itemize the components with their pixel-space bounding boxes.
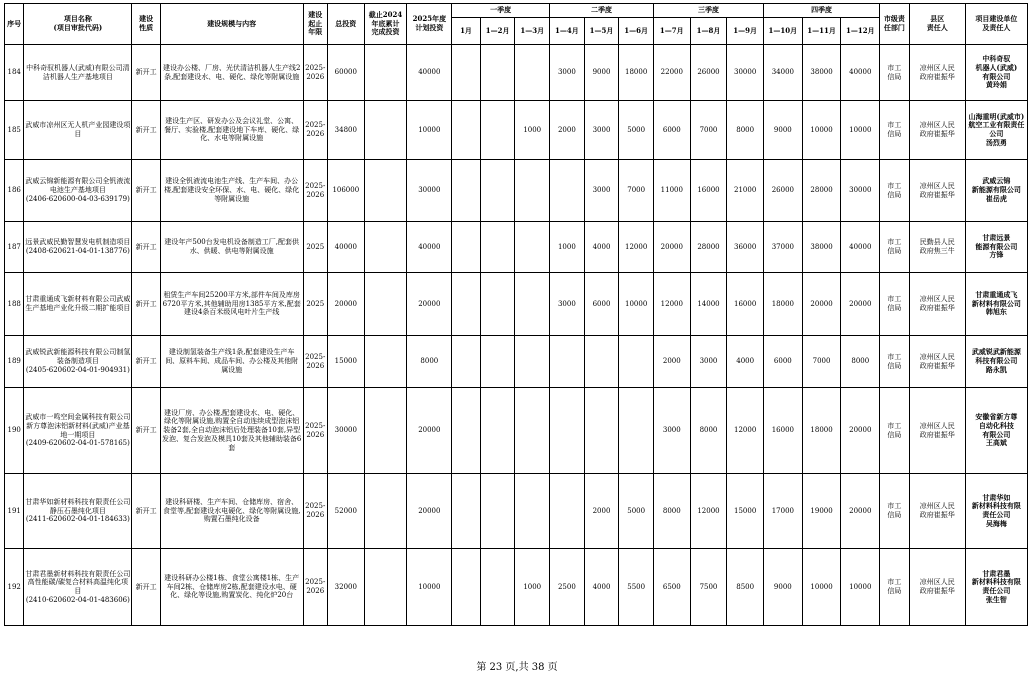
cell-month: 4000 (584, 549, 619, 626)
cell-month: 18000 (763, 273, 802, 336)
cell-seq: 186 (5, 160, 24, 222)
table-row (5, 222, 1028, 273)
cell-total: 52000 (327, 474, 364, 549)
header-total: 总投资 (327, 4, 364, 45)
cell-period: 2025 (303, 273, 327, 336)
cell-month: 10000 (802, 549, 841, 626)
cell-month (515, 160, 550, 222)
table-row (5, 336, 1028, 388)
cell-plan2025: 20000 (407, 388, 452, 474)
cell-month (480, 336, 515, 388)
cell-month: 8000 (727, 101, 764, 160)
cell-unit: 甘肃重通成飞 新材料有限公司 韩旭东 (965, 273, 1027, 336)
cell-month: 4000 (727, 336, 764, 388)
cell-county: 民勤县人民 政府焦三牛 (909, 222, 965, 273)
cell-unit: 甘肃君墨 新材料科技有限 责任公司 张生智 (965, 549, 1027, 626)
cell-plan2025: 10000 (407, 549, 452, 626)
cell-month (480, 45, 515, 101)
cell-month (452, 549, 481, 626)
table-row (5, 388, 1028, 474)
cell-month (619, 388, 654, 474)
header-nature: 建设 性质 (132, 4, 161, 45)
cell-seq: 190 (5, 388, 24, 474)
cell-county: 凉州区人民 政府崔振华 (909, 549, 965, 626)
cell-period: 2025 (303, 222, 327, 273)
cell-unit: 山海重明(武威市)航空工业有限责任公司 汤烈勇 (965, 101, 1027, 160)
cell-city-dept: 市工 信局 (880, 336, 910, 388)
cell-plan2025: 20000 (407, 273, 452, 336)
cell-total: 15000 (327, 336, 364, 388)
cell-total: 32000 (327, 549, 364, 626)
cell-plan2025: 10000 (407, 101, 452, 160)
cell-cum2024 (364, 388, 407, 474)
table-row (5, 45, 1028, 101)
cell-month (480, 160, 515, 222)
cell-period: 2025- 2026 (303, 474, 327, 549)
cell-month (480, 474, 515, 549)
cell-county: 凉州区人民 政府崔振华 (909, 336, 965, 388)
table-row (5, 549, 1028, 626)
cell-month: 15000 (727, 474, 764, 549)
cell-month: 7500 (690, 549, 727, 626)
cell-month: 8000 (653, 474, 690, 549)
cell-scale: 建设办公楼、厂房、光伏清洁机器人生产线2条,配套建设水、电、硬化、绿化等附属设施 (160, 45, 303, 101)
cell-scale: 建设制氢装备生产线1条,配套建设生产车间、原料车间、成品车间、办公楼及其他附属设施 (160, 336, 303, 388)
cell-unit: 甘肃远景 能源有限公司 方锋 (965, 222, 1027, 273)
cell-month: 22000 (653, 45, 690, 101)
cell-month: 28000 (690, 222, 727, 273)
cell-month (515, 222, 550, 273)
cell-month (550, 388, 585, 474)
table-row (5, 474, 1028, 549)
cell-county: 凉州区人民 政府崔振华 (909, 273, 965, 336)
cell-nature: 新开工 (132, 336, 161, 388)
cell-seq: 184 (5, 45, 24, 101)
cell-month (550, 160, 585, 222)
cell-county: 凉州区人民 政府崔振华 (909, 45, 965, 101)
cell-seq: 192 (5, 549, 24, 626)
cell-month (452, 336, 481, 388)
cell-month: 20000 (841, 388, 880, 474)
cell-month: 19000 (802, 474, 841, 549)
cell-scale: 建设科研楼、生产车间、仓储库房、宿舍、食堂等,配套建设水电硬化、绿化等附属设施,购置石墨纯化设备 (160, 474, 303, 549)
cell-month: 12000 (619, 222, 654, 273)
header-scale: 建设规模与内容 (160, 4, 303, 45)
cell-month (515, 474, 550, 549)
cell-month: 21000 (727, 160, 764, 222)
cell-period: 2025- 2026 (303, 336, 327, 388)
cell-plan2025: 40000 (407, 45, 452, 101)
cell-nature: 新开工 (132, 101, 161, 160)
cell-month: 9000 (584, 45, 619, 101)
cell-total: 20000 (327, 273, 364, 336)
cell-month: 26000 (690, 45, 727, 101)
cell-month: 14000 (690, 273, 727, 336)
cell-month: 3000 (550, 273, 585, 336)
cell-month: 6000 (584, 273, 619, 336)
cell-month: 16000 (727, 273, 764, 336)
header-project-name: 项目名称 (项目审批代码) (24, 4, 132, 45)
cell-plan2025: 20000 (407, 474, 452, 549)
header-month: 1—9月 (727, 18, 764, 45)
cell-month (584, 336, 619, 388)
cell-unit: 甘肃华如 新材料科技有限 责任公司 吴海梅 (965, 474, 1027, 549)
cell-month: 9000 (763, 101, 802, 160)
cell-total: 30000 (327, 388, 364, 474)
cell-month: 1000 (515, 549, 550, 626)
page-footer: 第 23 页,共 38 页 (476, 662, 558, 673)
header-unit: 项目建设单位 及责任人 (965, 4, 1027, 45)
cell-city-dept: 市工 信局 (880, 160, 910, 222)
cell-month: 12000 (653, 273, 690, 336)
cell-project-name: 武威市凉州区无人机产业园建设项目 (24, 101, 132, 160)
cell-plan2025: 30000 (407, 160, 452, 222)
cell-month: 30000 (727, 45, 764, 101)
cell-cum2024 (364, 222, 407, 273)
cell-county: 凉州区人民 政府崔振华 (909, 388, 965, 474)
cell-month: 8500 (727, 549, 764, 626)
cell-month: 11000 (653, 160, 690, 222)
cell-cum2024 (364, 45, 407, 101)
cell-plan2025: 40000 (407, 222, 452, 273)
cell-month: 16000 (763, 388, 802, 474)
cell-month: 37000 (763, 222, 802, 273)
cell-month (619, 336, 654, 388)
cell-month (480, 273, 515, 336)
cell-unit: 中科奇驭 机器人(武威) 有限公司 黄玲娟 (965, 45, 1027, 101)
table-row (5, 160, 1028, 222)
cell-month: 40000 (841, 45, 880, 101)
cell-month: 5000 (619, 474, 654, 549)
header-city-dept: 市级责 任部门 (880, 4, 910, 45)
cell-project-name: 武威市一鸣空间金属科技有限公司新方尊泡沫铝新材料(武威)产业基地一期项目 (2409-620602-04-01-578165) (24, 388, 132, 474)
cell-month (452, 273, 481, 336)
header-month: 1—4月 (550, 18, 585, 45)
cell-month: 2000 (584, 474, 619, 549)
cell-month: 5500 (619, 549, 654, 626)
header-month: 1—2月 (480, 18, 515, 45)
cell-project-name: 甘肃重通成飞新材料有限公司武威生产基地产业化升级二期扩能项目 (24, 273, 132, 336)
cell-cum2024 (364, 549, 407, 626)
cell-month: 20000 (802, 273, 841, 336)
cell-month: 12000 (727, 388, 764, 474)
cell-month: 20000 (653, 222, 690, 273)
project-table (4, 3, 1028, 626)
cell-seq: 191 (5, 474, 24, 549)
header-month: 1—11月 (802, 18, 841, 45)
cell-period: 2025- 2026 (303, 45, 327, 101)
cell-month (480, 222, 515, 273)
cell-month: 30000 (841, 160, 880, 222)
cell-month: 34000 (763, 45, 802, 101)
header-q2: 二季度 (550, 4, 654, 18)
cell-month: 6000 (763, 336, 802, 388)
cell-scale: 建设科研办公楼1栋、食堂公寓楼1栋、生产车间2栋、仓储库房2栋,配套建设水电、硬化、绿化等设施,购置炭化、纯化炉20台 (160, 549, 303, 626)
table-row (5, 273, 1028, 336)
header-month: 1—6月 (619, 18, 654, 45)
cell-month: 12000 (690, 474, 727, 549)
cell-month: 16000 (690, 160, 727, 222)
cell-cum2024 (364, 474, 407, 549)
cell-city-dept: 市工 信局 (880, 101, 910, 160)
header-row-top (5, 4, 1028, 18)
cell-month: 9000 (763, 549, 802, 626)
cell-county: 凉州区人民 政府崔振华 (909, 101, 965, 160)
cell-county: 凉州区人民 政府崔振华 (909, 160, 965, 222)
cell-month: 1000 (515, 101, 550, 160)
cell-month (480, 549, 515, 626)
cell-scale: 建设年产500台发电机设备制造工厂,配套供水、供暖、供电等附属设施 (160, 222, 303, 273)
cell-month: 38000 (802, 45, 841, 101)
cell-cum2024 (364, 160, 407, 222)
cell-scale: 建设厂房、办公楼,配套建设水、电、硬化、绿化等附属设施,购置全自动连续成型泡沫铝装备2套,全自动泡沫铝后处理装备10套,异型发泡、复合发泡及模具10套及其他辅助装备6套 (160, 388, 303, 474)
header-month: 1—12月 (841, 18, 880, 45)
cell-unit: 安徽省新方尊 自动化科技 有限公司 王高斌 (965, 388, 1027, 474)
cell-month (452, 101, 481, 160)
cell-month: 36000 (727, 222, 764, 273)
cell-month (480, 101, 515, 160)
cell-nature: 新开工 (132, 45, 161, 101)
header-q3: 三季度 (653, 4, 763, 18)
cell-month (480, 388, 515, 474)
cell-cum2024 (364, 101, 407, 160)
header-month: 1—7月 (653, 18, 690, 45)
cell-nature: 新开工 (132, 388, 161, 474)
cell-month (550, 336, 585, 388)
cell-month: 8000 (841, 336, 880, 388)
cell-month (550, 474, 585, 549)
table-row (5, 101, 1028, 160)
cell-total: 40000 (327, 222, 364, 273)
cell-city-dept: 市工 信局 (880, 45, 910, 101)
header-seq: 序号 (5, 4, 24, 45)
cell-project-name: 远景武威民勤智慧发电机制造项目 (2408-620621-04-01-138776) (24, 222, 132, 273)
cell-cum2024 (364, 273, 407, 336)
cell-total: 106000 (327, 160, 364, 222)
cell-month: 6500 (653, 549, 690, 626)
cell-nature: 新开工 (132, 160, 161, 222)
cell-month (452, 388, 481, 474)
cell-month: 7000 (690, 101, 727, 160)
cell-month: 7000 (619, 160, 654, 222)
cell-month: 8000 (690, 388, 727, 474)
cell-month (452, 160, 481, 222)
cell-city-dept: 市工 信局 (880, 549, 910, 626)
cell-month (515, 273, 550, 336)
cell-month: 10000 (841, 549, 880, 626)
cell-month: 4000 (584, 222, 619, 273)
cell-month: 10000 (841, 101, 880, 160)
header-cum2024: 截止2024 年底累计 完成投资 (364, 4, 407, 45)
cell-scale: 建设全钒液流电池生产线、生产车间、办公楼,配套建设安全环保、水、电、硬化、绿化等附属设施 (160, 160, 303, 222)
cell-project-name: 武威锐武新能源科技有限公司制氢装备制造项目 (2405-620602-04-01-904931) (24, 336, 132, 388)
cell-period: 2025- 2026 (303, 101, 327, 160)
cell-month: 38000 (802, 222, 841, 273)
cell-nature: 新开工 (132, 222, 161, 273)
cell-month: 7000 (802, 336, 841, 388)
cell-month: 2000 (653, 336, 690, 388)
cell-month: 2000 (550, 101, 585, 160)
cell-nature: 新开工 (132, 273, 161, 336)
cell-month: 3000 (690, 336, 727, 388)
cell-month (452, 474, 481, 549)
header-plan2025: 2025年度 计划投资 (407, 4, 452, 45)
cell-project-name: 甘肃华如新材料科技有限责任公司静压石墨纯化项目 (2411-620602-04-01-184633) (24, 474, 132, 549)
cell-month: 28000 (802, 160, 841, 222)
cell-seq: 189 (5, 336, 24, 388)
header-month: 1—10月 (763, 18, 802, 45)
cell-total: 60000 (327, 45, 364, 101)
header-month: 1—5月 (584, 18, 619, 45)
cell-month: 26000 (763, 160, 802, 222)
header-month: 1—3月 (515, 18, 550, 45)
cell-month: 6000 (653, 101, 690, 160)
header-county: 县区 责任人 (909, 4, 965, 45)
cell-city-dept: 市工 信局 (880, 388, 910, 474)
cell-seq: 188 (5, 273, 24, 336)
cell-unit: 武威云锦 新能源有限公司 崔岳虎 (965, 160, 1027, 222)
cell-month: 3000 (653, 388, 690, 474)
cell-month: 40000 (841, 222, 880, 273)
cell-seq: 185 (5, 101, 24, 160)
cell-project-name: 中科奇驭机器人(武威)有限公司清洁机器人生产基地项目 (24, 45, 132, 101)
cell-month: 3000 (584, 101, 619, 160)
cell-month (515, 336, 550, 388)
cell-scale: 建设生产区、研发办公及会议礼堂、公寓、餐厅、实验楼,配套建设地下车库、硬化、绿化、水电等附属设施 (160, 101, 303, 160)
cell-scale: 租赁生产车间25200平方米,部件车间及库房6720平方米,其他辅助用房1385平方米,配套建设4条百米级风电叶片生产线 (160, 273, 303, 336)
cell-month: 2500 (550, 549, 585, 626)
cell-month: 20000 (841, 273, 880, 336)
cell-total: 34800 (327, 101, 364, 160)
cell-month (515, 388, 550, 474)
cell-nature: 新开工 (132, 474, 161, 549)
cell-city-dept: 市工 信局 (880, 273, 910, 336)
cell-month: 1000 (550, 222, 585, 273)
cell-month: 3000 (584, 160, 619, 222)
cell-nature: 新开工 (132, 549, 161, 626)
cell-unit: 武威锐武新能源 科技有限公司 路永凯 (965, 336, 1027, 388)
cell-month: 10000 (802, 101, 841, 160)
cell-month (452, 222, 481, 273)
cell-month: 20000 (841, 474, 880, 549)
header-month: 1—8月 (690, 18, 727, 45)
cell-period: 2025- 2026 (303, 160, 327, 222)
cell-period: 2025- 2026 (303, 388, 327, 474)
cell-month (584, 388, 619, 474)
header-month: 1月 (452, 18, 481, 45)
cell-month (452, 45, 481, 101)
cell-month: 10000 (619, 273, 654, 336)
cell-month: 18000 (802, 388, 841, 474)
cell-city-dept: 市工 信局 (880, 222, 910, 273)
header-q4: 四季度 (763, 4, 879, 18)
cell-month: 18000 (619, 45, 654, 101)
header-period: 建设 起止 年限 (303, 4, 327, 45)
cell-plan2025: 8000 (407, 336, 452, 388)
cell-month: 3000 (550, 45, 585, 101)
cell-city-dept: 市工 信局 (880, 474, 910, 549)
cell-cum2024 (364, 336, 407, 388)
cell-project-name: 武威云锦新能源有限公司全钒液流电池生产基地项目 (2406-620600-04-03-639179) (24, 160, 132, 222)
cell-project-name: 甘肃君墨新材料科技有限责任公司高性能碳/碳复合材料高温纯化项目 (2410-620602-04-01-483606) (24, 549, 132, 626)
cell-month: 5000 (619, 101, 654, 160)
cell-month (515, 45, 550, 101)
cell-county: 凉州区人民 政府崔振华 (909, 474, 965, 549)
cell-period: 2025- 2026 (303, 549, 327, 626)
header-q1: 一季度 (452, 4, 550, 18)
cell-month: 17000 (763, 474, 802, 549)
table-body (5, 45, 1028, 626)
cell-seq: 187 (5, 222, 24, 273)
